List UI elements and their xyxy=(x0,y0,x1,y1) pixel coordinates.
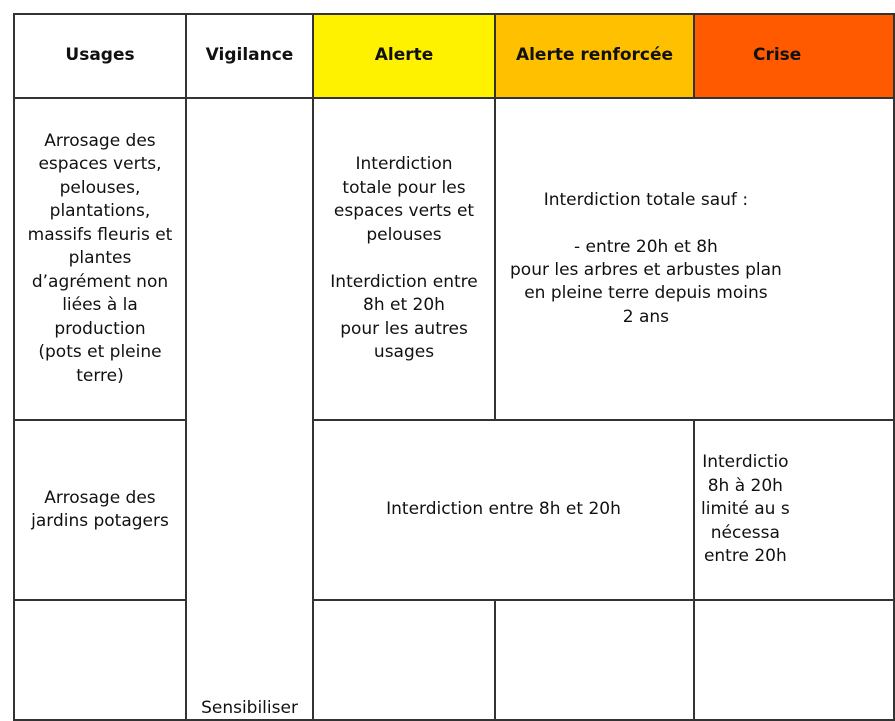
header-alerte-renforcee: Alerte renforcée xyxy=(496,15,695,99)
vigilance-cell xyxy=(187,99,314,721)
renforcee-crise-arrosage-espaces-verts: Interdiction totale sauf : - entre 20h et 8h pour les arbres et arbustes plan en pleine terre depuis moins 2 ans xyxy=(496,99,895,421)
alerte-row-3 xyxy=(314,601,496,721)
usage-row-3 xyxy=(15,601,187,721)
restrictions-table xyxy=(13,13,895,721)
alerte-renforcee-row-3 xyxy=(496,601,695,721)
header-usages: Usages xyxy=(15,15,187,99)
header-crise: Crise xyxy=(695,15,895,99)
vigilance-text: Sensibiliser xyxy=(201,697,298,718)
alerte-arrosage-espaces-verts: Interdiction totale pour les espaces verts et pelouses Interdiction entre 8h et 20h pour les autres usages xyxy=(314,99,496,421)
crise-row-3 xyxy=(695,601,895,721)
alerte-renforcee-jardins-potagers: Interdiction entre 8h et 20h xyxy=(314,421,695,601)
usage-arrosage-jardins-potagers: Arrosage des jardins potagers xyxy=(15,421,187,601)
header-alerte: Alerte xyxy=(314,15,496,99)
header-vigilance: Vigilance xyxy=(187,15,314,99)
crise-jardins-potagers: Interdictio 8h à 20h limité au s nécessa entre 20h xyxy=(695,421,895,601)
usage-arrosage-espaces-verts: Arrosage des espaces verts, pelouses, plantations, massifs fleuris et plantes d’agrément non liées à la production (pots et pleine terre) xyxy=(15,99,187,421)
